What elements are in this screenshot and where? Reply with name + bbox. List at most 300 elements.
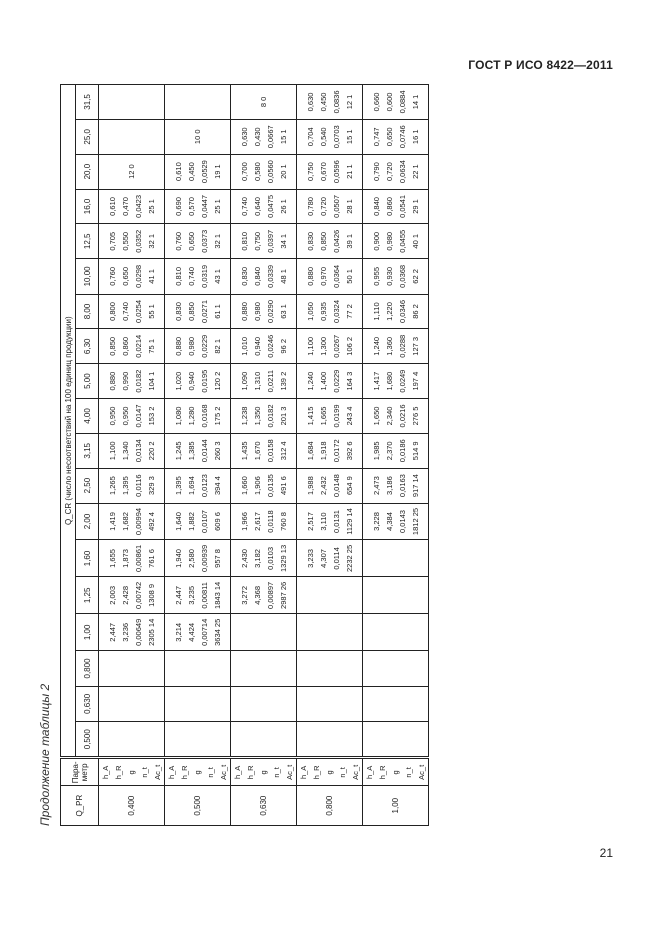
cell-value: 0,0290 (265, 300, 275, 323)
data-table (60, 84, 429, 826)
cell-value: 0,700 (239, 162, 249, 182)
cell-value: 0,640 (252, 197, 262, 216)
cell-value: 0,0596 (331, 160, 341, 184)
cell-value: 0,0475 (265, 194, 275, 218)
table-cell (231, 259, 297, 294)
param-label: g (325, 770, 334, 775)
cell-value: 16 1 (410, 129, 420, 145)
cell-value: 29 1 (410, 199, 420, 214)
param-label: h_R (114, 765, 123, 780)
cell-value: 0,0254 (133, 300, 143, 323)
cell-value: 1,080 (173, 406, 183, 426)
table-cell (231, 614, 297, 651)
cell-value: 0,830 (305, 231, 315, 251)
table-cell (99, 722, 165, 758)
cell-value: 276 5 (410, 406, 420, 426)
qcr-value: 0,500 (76, 722, 99, 758)
cell-value: 21 1 (344, 164, 354, 179)
table-cell (231, 722, 297, 758)
cell-value: 0,0168 (199, 404, 209, 428)
cell-value: 1,665 (318, 406, 328, 426)
param-labels (165, 758, 231, 786)
cell-value: 0,00811 (199, 582, 209, 609)
cell-value: 0,0131 (331, 510, 341, 533)
table-cell (363, 686, 429, 721)
table-cell (99, 540, 165, 577)
cell-value: 0,950 (107, 406, 117, 426)
table-cell (363, 614, 429, 651)
cell-value: 0,740 (239, 197, 249, 216)
cell-value: 48 1 (278, 269, 288, 284)
cell-value: 0,880 (107, 371, 117, 391)
table-cell (165, 364, 231, 399)
cell-value: 0,750 (252, 231, 262, 251)
cell-value: 2987 26 (278, 581, 288, 609)
cell-value: 0,940 (186, 371, 196, 391)
table-cell (297, 433, 363, 468)
table-row (99, 85, 165, 826)
cell-value: 2,340 (384, 406, 394, 426)
table-cell (99, 399, 165, 434)
cell-value: 0,860 (120, 336, 130, 356)
param-label: g (193, 770, 202, 775)
rotated-table-area (38, 84, 590, 826)
cell-value: 0,00939 (199, 544, 209, 572)
cell-value: 0,850 (318, 231, 328, 251)
qcr-value: 25,0 (76, 119, 99, 154)
table-cell (363, 722, 429, 758)
cell-value: 0,00897 (265, 581, 275, 609)
cell-value: 0,740 (186, 266, 196, 286)
cell-value: 761 6 (146, 549, 156, 568)
cell-value: 0,0667 (265, 125, 275, 149)
cell-value: 12 1 (344, 94, 354, 110)
cell-value: 1,245 (173, 441, 183, 461)
cell-value: 50 1 (344, 269, 354, 284)
cell-value: 0,450 (318, 92, 328, 112)
param-header: Пара-метр (61, 758, 99, 786)
param-labels (297, 758, 363, 786)
cell-value: 2,447 (173, 585, 183, 605)
param-label: h_A (299, 765, 308, 780)
table-cell (363, 651, 429, 686)
cell-value: 0,650 (120, 266, 130, 286)
cell-value: 0,630 (305, 92, 315, 112)
table-cell (297, 119, 363, 154)
param-label: h_R (312, 765, 321, 780)
cell-value: 104 1 (146, 371, 156, 391)
cell-value: 0,0214 (133, 334, 143, 358)
qpr-value: 0,800 (297, 786, 363, 826)
cell-value: 1,400 (318, 371, 328, 391)
cell-value: 0,580 (252, 162, 262, 182)
cell-value: 394 4 (212, 476, 222, 496)
cell-value: 0,0182 (265, 404, 275, 428)
qpr-value: 0,400 (99, 786, 165, 826)
cell-value: 15 1 (344, 129, 354, 145)
cell-value: 1,906 (252, 476, 262, 496)
cell-value: 2305 14 (146, 618, 156, 646)
cell-value: 1,240 (371, 336, 381, 356)
cell-value: 0,750 (305, 162, 315, 182)
cell-value: 2,580 (186, 549, 196, 568)
cell-value: 86 2 (410, 304, 420, 319)
cell-value: 2,447 (107, 622, 117, 642)
cell-value: 1,873 (120, 549, 130, 568)
table-cell (99, 85, 165, 120)
cell-value: 10 0 (193, 129, 202, 145)
cell-value: 43 1 (212, 269, 222, 284)
cell-value: 0,0148 (331, 474, 341, 498)
cell-value: 1,340 (120, 441, 130, 461)
table-cell (99, 577, 165, 614)
table-cell (165, 722, 231, 758)
table-cell (165, 329, 231, 364)
table-cell (165, 224, 231, 259)
cell-value: 0,650 (384, 127, 394, 147)
table-cell (231, 224, 297, 259)
cell-value: 491 6 (278, 476, 288, 496)
cell-value: 312 4 (278, 441, 288, 461)
cell-value: 1,918 (318, 441, 328, 461)
table-cell (297, 294, 363, 329)
cell-value: 1,419 (107, 512, 117, 531)
qpr-header: Q_PR (61, 786, 99, 826)
cell-value: 0,0229 (331, 369, 341, 393)
cell-value: 0,980 (252, 302, 262, 321)
table-cell (165, 433, 231, 468)
table-cell (297, 503, 363, 540)
table-cell (99, 433, 165, 468)
param-labels (231, 758, 297, 786)
table-cell (99, 154, 165, 189)
cell-value: 0,900 (371, 231, 381, 251)
param-label: h_R (246, 765, 255, 780)
cell-value: 260 3 (212, 441, 222, 461)
cell-value: 0,00994 (133, 507, 143, 536)
table-row (231, 85, 297, 826)
cell-value: 1,350 (252, 406, 262, 426)
cell-value: 1,220 (384, 302, 394, 321)
cell-value: 0,720 (384, 162, 394, 182)
cell-value: 106 2 (344, 336, 354, 356)
cell-value: 0,990 (120, 371, 130, 391)
cell-value: 3,233 (305, 549, 315, 568)
cell-value: 220 2 (146, 441, 156, 461)
cell-value: 82 1 (212, 339, 222, 354)
cell-value: 2,517 (305, 512, 315, 531)
cell-value: 0,840 (371, 197, 381, 216)
cell-value: 164 3 (344, 371, 354, 391)
table-cell (99, 651, 165, 686)
cell-value: 175 2 (212, 406, 222, 426)
cell-value: 197 4 (410, 371, 420, 391)
cell-value: 0,570 (186, 197, 196, 216)
cell-value: 654 9 (344, 476, 354, 496)
table-cell (297, 651, 363, 686)
qcr-value: 10,00 (76, 259, 99, 294)
cell-value: 1329 13 (278, 544, 288, 572)
table-cell (165, 577, 231, 614)
cell-value: 0,980 (384, 231, 394, 251)
table-cell (99, 364, 165, 399)
table-cell (297, 686, 363, 721)
cell-value: 0,0158 (265, 439, 275, 463)
cell-value: 55 1 (146, 304, 156, 319)
qcr-value: 6,30 (76, 329, 99, 364)
cell-value: 1,988 (305, 476, 315, 496)
param-label: n_t Ac_t (206, 764, 228, 780)
qcr-value: 2,00 (76, 503, 99, 540)
cell-value: 243 4 (344, 406, 354, 426)
cell-value: 75 1 (146, 339, 156, 354)
cell-value: 3,236 (120, 622, 130, 642)
param-label: h_A (167, 765, 176, 780)
cell-value: 957 8 (212, 549, 222, 568)
table-cell (99, 686, 165, 721)
cell-value: 0,0324 (331, 300, 341, 323)
cell-value: 0,0216 (397, 404, 407, 428)
cell-value: 392 6 (344, 441, 354, 461)
cell-value: 0,0134 (133, 439, 143, 463)
cell-value: 0,830 (239, 266, 249, 286)
cell-value: 0,760 (107, 266, 117, 286)
qcr-value: 4,00 (76, 399, 99, 434)
table-cell (231, 468, 297, 503)
cell-value: 2,432 (318, 476, 328, 496)
table-cell (297, 154, 363, 189)
cell-value: 0,0163 (397, 474, 407, 498)
table-cell (165, 259, 231, 294)
cell-value: 1,435 (239, 441, 249, 461)
cell-value: 63 1 (278, 304, 288, 319)
table-cell (231, 399, 297, 434)
cell-value: 26 1 (278, 199, 288, 214)
cell-value: 3,228 (371, 512, 381, 531)
cell-value: 0,0339 (265, 264, 275, 288)
table-row (297, 85, 363, 826)
cell-value: 0,0884 (397, 90, 407, 114)
param-label: g (127, 770, 136, 775)
cell-value: 0,810 (173, 266, 183, 286)
qcr-header: Q_CR (число несоответствий на 100 единиц продукции) (61, 85, 76, 758)
table-cell (165, 85, 231, 120)
cell-value: 0,0195 (199, 369, 209, 393)
cell-value: 61 1 (212, 304, 222, 319)
cell-value: 0,0397 (265, 229, 275, 253)
cell-value: 0,950 (120, 406, 130, 426)
cell-value: 1812 25 (410, 507, 420, 536)
table-cell (363, 577, 429, 614)
table-cell (297, 722, 363, 758)
cell-value: 760 8 (278, 512, 288, 531)
table-cell (99, 294, 165, 329)
table-cell (99, 119, 165, 154)
cell-value: 1,100 (305, 336, 315, 356)
cell-value: 28 1 (344, 199, 354, 214)
cell-value: 2,430 (239, 549, 249, 568)
cell-value: 0,850 (186, 302, 196, 321)
cell-value: 0,0249 (397, 369, 407, 393)
cell-value: 25 1 (212, 199, 222, 214)
cell-value: 0,0541 (397, 194, 407, 218)
cell-value: 0,780 (305, 197, 315, 216)
qcr-value: 3,15 (76, 433, 99, 468)
table-cell (165, 468, 231, 503)
table-cell (363, 540, 429, 577)
cell-value: 41 1 (146, 269, 156, 284)
table-cell (297, 399, 363, 434)
table-cell (363, 399, 429, 434)
cell-value: 1,050 (305, 302, 315, 321)
qcr-value: 5,00 (76, 364, 99, 399)
cell-value: 0,0836 (331, 90, 341, 114)
cell-value: 609 6 (212, 512, 222, 531)
cell-value: 34 1 (278, 233, 288, 249)
cell-value: 0,0423 (133, 194, 143, 218)
table-cell (99, 189, 165, 224)
cell-value: 0,850 (107, 336, 117, 356)
table-cell (363, 259, 429, 294)
cell-value: 0,980 (186, 336, 196, 356)
cell-value: 0,0455 (397, 229, 407, 253)
table-cell (363, 329, 429, 364)
cell-value: 1,882 (186, 512, 196, 531)
cell-value: 153 2 (146, 406, 156, 426)
param-label: h_R (180, 765, 189, 780)
cell-value: 0,0186 (397, 439, 407, 463)
cell-value: 3,272 (239, 585, 249, 605)
table-cell (231, 119, 297, 154)
table-cell (363, 85, 429, 120)
cell-value: 201 3 (278, 406, 288, 426)
cell-value: 1129 14 (344, 508, 354, 535)
cell-value: 1,300 (318, 336, 328, 356)
cell-value: 62 2 (410, 269, 420, 284)
cell-value: 1,010 (239, 336, 249, 356)
table-cell (99, 329, 165, 364)
table-cell (165, 686, 231, 721)
cell-value: 0,970 (318, 266, 328, 286)
table-cell (165, 540, 231, 577)
qcr-value: 0,800 (76, 651, 99, 686)
cell-value: 0,0447 (199, 194, 209, 218)
cell-value: 0,0144 (199, 439, 209, 463)
table-caption: Продолжение таблицы 2 (38, 683, 52, 826)
param-label: h_A (233, 765, 242, 780)
cell-value: 0,955 (371, 266, 381, 286)
cell-value: 0,0529 (199, 160, 209, 184)
cell-value: 8 0 (259, 96, 268, 108)
cell-value: 0,0147 (133, 404, 143, 428)
cell-value: 492 4 (146, 512, 156, 531)
cell-value: 0,0560 (265, 160, 275, 184)
cell-value: 3,235 (186, 585, 196, 605)
table-cell (363, 154, 429, 189)
qcr-value: 0,630 (76, 686, 99, 721)
cell-value: 1,694 (186, 476, 196, 496)
cell-value: 0,0116 (133, 474, 143, 497)
cell-value: 917 14 (410, 474, 420, 498)
table-cell (231, 294, 297, 329)
cell-value: 2,370 (384, 441, 394, 461)
cell-value: 0,0298 (133, 264, 143, 288)
cell-value: 1,966 (239, 512, 249, 531)
param-label: g (391, 770, 400, 775)
cell-value: 0,0229 (199, 334, 209, 358)
param-label: h_R (378, 765, 387, 780)
qcr-value: 16,0 (76, 189, 99, 224)
cell-value: 0,0703 (331, 125, 341, 149)
table-cell (363, 189, 429, 224)
cell-value: 0,790 (371, 162, 381, 182)
cell-value: 0,810 (239, 231, 249, 251)
cell-value: 0,935 (318, 302, 328, 321)
cell-value: 4,307 (318, 549, 328, 568)
cell-value: 0,940 (252, 336, 262, 356)
cell-value: 1,090 (239, 371, 249, 391)
cell-value: 3634 25 (212, 618, 222, 646)
cell-value: 0,705 (107, 231, 117, 251)
table-cell (297, 189, 363, 224)
cell-value: 0,740 (120, 302, 130, 321)
cell-value: 0,0352 (133, 229, 143, 253)
table-cell (297, 329, 363, 364)
cell-value: 1,100 (107, 441, 117, 461)
cell-value: 0,470 (120, 197, 130, 216)
qcr-value: 1,60 (76, 540, 99, 577)
cell-value: 1,020 (173, 371, 183, 391)
cell-value: 1,395 (173, 476, 183, 496)
table-cell (165, 189, 231, 224)
cell-value: 0,0182 (133, 369, 143, 393)
table-cell (165, 651, 231, 686)
cell-value: 1,415 (305, 406, 315, 426)
param-label: h_A (101, 765, 110, 780)
cell-value: 0,0211 (265, 369, 275, 393)
param-label: h_A (365, 765, 374, 780)
table-cell (99, 503, 165, 540)
qcr-value: 1,25 (76, 577, 99, 614)
cell-value: 329 3 (146, 476, 156, 496)
cell-value: 2232 25 (344, 544, 354, 572)
table-cell (297, 85, 363, 120)
cell-value: 0,800 (107, 302, 117, 321)
table-frame (38, 84, 590, 826)
cell-value: 1843 14 (212, 581, 222, 609)
cell-value: 39 1 (344, 233, 354, 249)
param-labels (363, 758, 429, 786)
qcr-value: 1,00 (76, 614, 99, 651)
cell-value: 1,684 (305, 441, 315, 461)
cell-value: 0,860 (384, 197, 394, 216)
cell-value: 0,540 (318, 127, 328, 147)
cell-value: 1,265 (107, 476, 117, 496)
table-cell (297, 540, 363, 577)
cell-value: 1,240 (305, 371, 315, 391)
cell-value: 1,110 (371, 302, 381, 321)
cell-value: 4,368 (252, 585, 262, 605)
cell-value: 0,0107 (199, 510, 209, 533)
table-cell (297, 224, 363, 259)
cell-value: 0,0373 (199, 229, 209, 253)
cell-value: 0,720 (318, 197, 328, 216)
table-cell (165, 614, 231, 651)
cell-value: 0,0364 (331, 264, 341, 288)
table-cell (231, 433, 297, 468)
table-cell (99, 259, 165, 294)
cell-value: 0,650 (186, 231, 196, 251)
